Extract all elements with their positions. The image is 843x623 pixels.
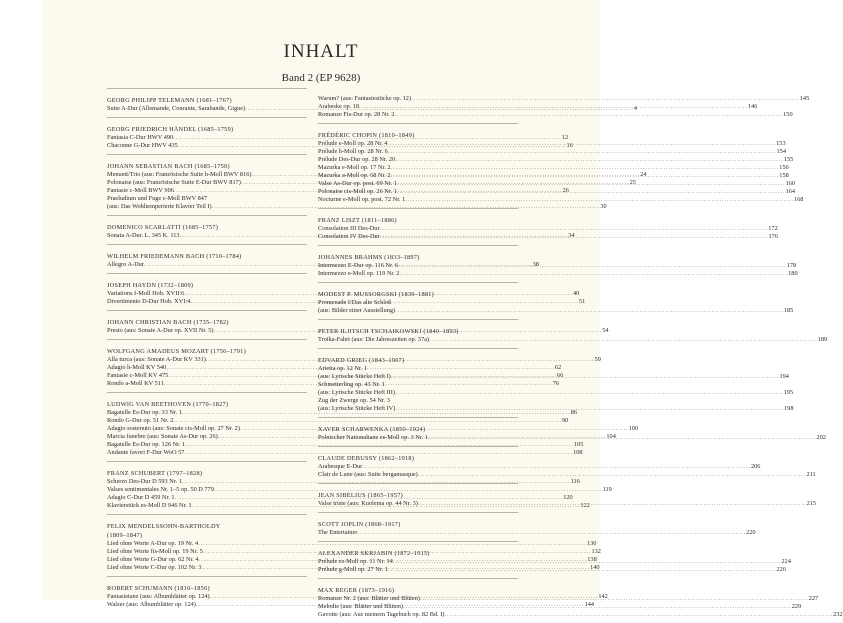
contents-entry (107, 417, 569, 425)
entry-page-number: 150 (783, 111, 793, 118)
entry-leader-dots (399, 270, 788, 278)
entry-title: Warum? (aus: Fantasiestücke op. 12) (318, 95, 412, 102)
entry-title: Prélude es-Moll op. 11 Nr. 14 (318, 558, 393, 565)
entry-page-number: 100 (628, 425, 639, 432)
entry-title: Intermezzo E-Dur op. 116 Nr. 6 (318, 262, 399, 269)
entry-title: Polonaise (aus: Französische Suite E-Dur BWV 817) (107, 179, 241, 186)
entry-title: Sonata A-Dur. L. 345 K. 113 (107, 232, 180, 239)
entry-leader-dots (405, 196, 794, 204)
entry-title: Marcia funebre (aus: Sonate As-Dur op. 26) (107, 433, 218, 440)
contents-entry (318, 196, 804, 204)
composer-section (318, 512, 756, 537)
entry-page-number: 138 (587, 556, 597, 563)
entry-title: Rondo G-Dur op. 51 Nr. 2 (107, 417, 174, 424)
entry-title: Gavotte (aus: Aus meinem Tagebuch op. 82 Bd. I) (318, 611, 445, 618)
entry-page-number: 153 (776, 140, 786, 147)
composer-heading: DOMENICO SCARLATTI (1685–1757) (107, 224, 219, 231)
contents-entry (318, 299, 518, 307)
contents-entry (107, 449, 583, 457)
contents-entry (318, 336, 828, 344)
page-title: INHALT (283, 41, 359, 62)
entry-title: Mazurka a-Moll op. 68 Nr. 2 (318, 172, 391, 179)
entry-title: The Entertainer (318, 529, 358, 536)
contents-entry (318, 95, 810, 103)
entry-title: Prélude Des-Dur op. 28 Nr. 20 (318, 156, 396, 163)
entry-title: Adagio sostenuto (aus: Sonate cis-Moll op. 27 Nr. 2) (107, 425, 240, 432)
entry-leader-dots (391, 164, 780, 172)
entry-page-number: 168 (794, 196, 804, 203)
entry-leader-dots (395, 405, 784, 413)
entry-page-number: 178 (786, 262, 797, 269)
composer-heading: EDVARD GRIEG (1843–1907) (318, 357, 405, 364)
entry-page-number: 156 (779, 164, 789, 171)
entry-title: Promenade I/Das alte Schloß (318, 299, 392, 306)
entry-title: Presto (aus: Sonate A-Dur op. XVII Nr. 5) (107, 327, 214, 334)
entry-page-number: 160 (785, 180, 796, 187)
entry-title: Mazurka e-Moll op. 17 Nr. 2 (318, 164, 391, 171)
entry-title: Suite A-Dur (Allemande, Courante, Sarabande, Gigue) (107, 105, 246, 112)
entry-page-number: 62 (554, 364, 562, 371)
entry-page-number: 220 (746, 529, 756, 536)
contents-entry (107, 409, 578, 417)
entry-page-number: 38 (532, 261, 539, 268)
contents-entry (318, 463, 761, 471)
entry-title: Valse As-Dur op. post. 69 Nr. 1 (318, 180, 397, 187)
entry-title: Troika-Fahrt (aus: Die Jahreszeiten op. 37a) (318, 336, 429, 343)
entry-page-number: 25 (629, 179, 636, 186)
entry-title: Valse triste (aus: Kuolema op. 44 Nr. 3) (318, 500, 418, 507)
entry-title: Intermezzo e-Moll op. 119 Nr. 2 (318, 270, 400, 277)
composer-heading: WILHELM FRIEDEMANN BACH (1710–1784) (107, 253, 242, 260)
entry-page-number: 146 (747, 103, 758, 110)
composer-heading: JEAN SIBELIUS (1865–1957) (318, 492, 403, 499)
entry-page-number: 226 (776, 566, 786, 573)
entry-title: Prélude g-Moll op. 27 Nr. 1 (318, 566, 388, 573)
entry-page-number: 26 (562, 187, 569, 194)
entry-title: Valses sentimentales Nr. 1–5 op. 50 D 779 (107, 486, 214, 493)
entry-title: Arabesque E-Dur (318, 463, 363, 470)
entry-page-number: 206 (750, 463, 761, 470)
entry-title: Praeludium und Fuge c-Moll BWV 847 (107, 195, 208, 202)
entry-leader-dots (420, 595, 809, 603)
entry-page-number: 144 (584, 601, 595, 608)
entry-page-number: 195 (783, 389, 794, 396)
composer-heading: WOLFGANG AMADEUS MOZART (1756–1791) (107, 348, 246, 355)
entry-leader-dots (397, 188, 786, 196)
composer-heading: MODEST P. MUSSORGSKI (1839–1881) (318, 291, 434, 298)
entry-page-number: 232 (833, 611, 843, 618)
composer-heading: FRANZ LISZT (1811–1886) (318, 217, 397, 224)
entry-title: Divertimento D-Dur Hob. XVI:4 (107, 298, 191, 305)
composer-heading: JOHANNES BRAHMS (1833–1897) (318, 254, 420, 261)
entry-page-number: 34 (568, 232, 575, 239)
composer-heading: CLAUDE DEBUSSY (1862–1918) (318, 455, 415, 462)
entry-title: Prélude h-Moll op. 28 Nr. 6 (318, 148, 388, 155)
entry-page-number: 66 (557, 372, 564, 379)
contents-entry (318, 529, 756, 537)
contents-entry (318, 270, 798, 278)
composer-heading: ALEXANDER SKRJABIN (1872–1915) (318, 550, 430, 557)
composer-heading: GEORG PHILIPP TELEMANN (1681–1767) (107, 97, 232, 104)
contents-entry (318, 103, 758, 111)
entry-leader-dots (403, 603, 792, 611)
entry-title: Melodie (aus: Blätter und Blüten) (318, 603, 403, 610)
entry-source: (aus: Bilder einer Ausstellung) (318, 307, 396, 314)
entry-leader-dots (395, 389, 784, 397)
entry-page-number: 30 (600, 203, 607, 210)
entry-leader-dots (388, 566, 777, 574)
entry-title: Lied ohne Worte G-Dur op. 62 Nr. 4 (107, 556, 199, 563)
entry-page-number: 4 (633, 105, 638, 112)
composer-heading: LUDWIG VAN BEETHOVEN (1770–1827) (107, 401, 229, 408)
entry-page-number: 54 (602, 327, 609, 334)
entry-page-number: 130 (586, 540, 597, 547)
entry-leader-dots (429, 336, 818, 344)
entry-page-number: 40 (573, 290, 580, 297)
entry-page-number: 158 (779, 172, 789, 179)
entry-title: Chaconne G-Dur HWV 435 (107, 142, 178, 149)
entry-leader-dots (394, 111, 783, 119)
page-subtitle: Band 2 (EP 9628) (281, 72, 361, 84)
contents-entry (318, 148, 786, 156)
entry-title: Polnischer Nationaltanz es-Moll op. 3 Nr. 1 (318, 434, 428, 441)
entry-title: Nocturne e-Moll op. post. 72 Nr. 1 (318, 196, 406, 203)
contents-entry (318, 381, 518, 389)
entry-page-number: 155 (783, 156, 794, 163)
entry-leader-dots (397, 180, 786, 188)
contents-entry (318, 111, 793, 119)
contents-entry (318, 397, 518, 405)
entry-title: Consolation IV Des-Dur (318, 233, 380, 240)
composer-heading: MAX REGER (1873–1916) (318, 587, 395, 594)
composer-heading: GEORG FRIEDRICH HÄNDEL (1685–1759) (107, 126, 234, 133)
entry-title: Zug der Zwerge op. 54 Nr. 3 (318, 397, 390, 404)
contents-entry (318, 188, 796, 196)
entry-title: Clair de Lune (aus: Suite bergamasque) (318, 471, 418, 478)
entry-page-number: 145 (799, 95, 810, 102)
entry-title: Allegro A-Dur (107, 261, 144, 268)
composer-heading: ROBERT SCHUMANN (1810–1856) (107, 585, 210, 592)
entry-title: Consolation III Des-Dur (318, 225, 380, 232)
entry-page-number: 185 (783, 307, 794, 314)
entry-leader-dots (357, 529, 746, 537)
entry-title: Schmetterling op. 43 Nr. 1 (318, 381, 385, 388)
entry-page-number: 172 (768, 225, 778, 232)
entry-leader-dots (359, 103, 748, 111)
entry-title: Bagatelle Es-Dur op. 33 Nr. 1 (107, 409, 183, 416)
entry-leader-dots (411, 95, 800, 103)
entry-title: Adagio C-Dur D 459 Nr. 1 (107, 494, 175, 501)
entry-page-number: 120 (563, 494, 573, 501)
composer-heading: JOSEPH HAYDN (1732–1809) (107, 282, 194, 289)
contents-entry-continued (318, 389, 794, 397)
entry-leader-dots (395, 156, 784, 164)
entry-title: Fantasietanz (aus: Albumblätter op. 124) (107, 593, 210, 600)
entry-leader-dots (391, 373, 780, 381)
entry-title: Walzer (aus: Albumblätter op. 124) (107, 601, 196, 608)
entry-page-number: 105 (573, 441, 584, 448)
contents-entry (107, 195, 307, 203)
entry-title: Rondo a-Moll KV 511 (107, 380, 164, 387)
contents-entry-continued (318, 307, 794, 315)
entry-title: Fantasia C-Dur HWV 490 (107, 134, 174, 141)
composer-heading: JOHANN SEBASTIAN BACH (1685–1750) (107, 163, 230, 170)
entry-leader-dots (380, 225, 769, 233)
composer-heading: SCOTT JOPLIN (1868–1917) (318, 521, 401, 528)
entry-leader-dots (393, 558, 782, 566)
entry-leader-dots (418, 500, 807, 508)
entry-page-number: 164 (785, 188, 796, 195)
entry-title: Lied ohne Worte C-Dur op. 102 Nr. 3 (107, 564, 202, 571)
entry-page-number: 132 (591, 548, 601, 555)
entry-page-number: 51 (578, 298, 586, 305)
entry-leader-dots (418, 471, 807, 479)
entry-title: Klavierstück es-Moll D 946 Nr. 1 (107, 502, 192, 509)
entry-page-number: 227 (808, 595, 819, 602)
entry-page-number: 229 (791, 603, 802, 610)
entry-leader-dots (428, 434, 817, 442)
contents-entry (318, 156, 794, 164)
entry-source: (aus: Das Wohltemperierte Klavier Teil I) (107, 203, 212, 210)
entry-page-number: 211 (806, 471, 816, 478)
entry-page-number: 12 (561, 134, 569, 141)
entry-title: Alla turca (aus: Sonate A-Dur KV 331) (107, 356, 206, 363)
composer-heading: PETER ILJITSCH TSCHAIKOWSKI (1840–1893) (318, 328, 459, 335)
entry-title: Lied ohne Worte fis-Moll op. 19 Nr. 5 (107, 548, 203, 555)
entry-page-number: 86 (570, 409, 578, 416)
contents-entry (318, 164, 789, 172)
entry-leader-dots (391, 172, 780, 180)
entry-page-number: 16 (566, 142, 573, 149)
entry-leader-dots (362, 463, 751, 471)
entry-page-number: 215 (806, 500, 817, 507)
contents-entry-continued (107, 203, 607, 211)
entry-title: Fantasie c-Moll KV 475 (107, 372, 169, 379)
entry-page-number: 59 (594, 356, 601, 363)
contents-entry (107, 540, 597, 548)
entry-page-number: 198 (784, 405, 794, 412)
entry-title: Lied ohne Worte A-Dur op. 19 Nr. 4 (107, 540, 199, 547)
entry-leader-dots (388, 148, 777, 156)
entry-page-number: 90 (562, 417, 569, 424)
composer-heading: FRANZ SCHUBERT (1797–1828) (107, 470, 203, 477)
contents-entry (318, 365, 518, 373)
composer-heading: FELIX MENDELSSOHN-BARTHOLDY (107, 523, 221, 530)
contents-entry (318, 471, 816, 479)
entry-title: Bagatelle Es-Dur op. 126 Nr. 1 (107, 441, 186, 448)
entry-title: Scherzo Des-Dur D 593 Nr. 1 (107, 478, 182, 485)
entry-page-number: 24 (640, 171, 647, 178)
contents-entry (107, 486, 612, 494)
entry-title: Menuett/Trio (aus: Französische Suite h-Moll BWV 816) (107, 171, 252, 178)
composer-heading: JOHANN CHRISTIAN BACH (1735–1782) (107, 319, 229, 326)
entry-leader-dots (444, 611, 833, 619)
entry-title: Andante favori F-Dur WoO 57 (107, 449, 185, 456)
entry-page-number: 176 (768, 233, 778, 240)
entry-page-number: 116 (570, 478, 580, 485)
score-contents-page (42, 0, 843, 618)
contents-entry (107, 478, 580, 486)
entry-source: (aus: Lyrische Stücke Heft IV) (318, 405, 396, 412)
entry-leader-dots (387, 140, 776, 148)
entry-title: Fantasie c-Moll BWV 906 (107, 187, 174, 194)
entry-page-number: 104 (606, 433, 616, 440)
entry-title: Variations f-Moll Hob. XVII:6 (107, 290, 185, 297)
composer-heading: FRÉDÉRIC CHOPIN (1810–1849) (318, 132, 415, 139)
composer-heading-dates: (1809–1847) (107, 532, 143, 539)
entry-title: Arabeske op. 18 (318, 103, 360, 110)
entry-leader-dots (398, 262, 787, 270)
entry-leader-dots (380, 233, 769, 241)
entry-page-number: 108 (573, 449, 583, 456)
entry-page-number: 202 (816, 434, 826, 441)
entry-page-number: 140 (590, 564, 600, 571)
entry-page-number: 76 (552, 380, 559, 387)
entry-page-number: 180 (788, 270, 798, 277)
entry-page-number: 194 (779, 373, 789, 380)
entry-title: Polonaise cis-Moll op. 26 Nr. 1 (318, 188, 397, 195)
entry-page-number: 142 (598, 593, 608, 600)
entry-title: Adagio h-Moll KV 540 (107, 364, 167, 371)
entry-page-number: 122 (580, 502, 590, 509)
entry-title: Romanze Nr. 2 (aus: Blätter und Blüten) (318, 595, 420, 602)
composer-heading: XAVER SCHARWENKA (1850–1924) (318, 426, 426, 433)
entry-title: Romanze Fis-Dur op. 28 Nr. 2 (318, 111, 395, 118)
entry-source: (aus: Lyrische Stücke Heft III) (318, 389, 395, 396)
entry-page-number: 154 (776, 148, 786, 155)
composer-section (318, 88, 810, 119)
contents-entry (107, 441, 584, 449)
entry-leader-dots (395, 307, 784, 315)
contents-entry (318, 611, 843, 619)
entry-source: (aus: Lyrische Stücke Heft I) (318, 373, 391, 380)
entry-page-number: 119 (602, 486, 612, 493)
entry-title: Prélude e-Moll op. 28 Nr. 4 (318, 140, 388, 147)
entry-title: Arietta op. 12 Nr. 1 (318, 365, 367, 372)
contents-entry (318, 225, 778, 233)
entry-page-number: 224 (781, 558, 791, 565)
entry-page-number: 189 (817, 336, 828, 343)
